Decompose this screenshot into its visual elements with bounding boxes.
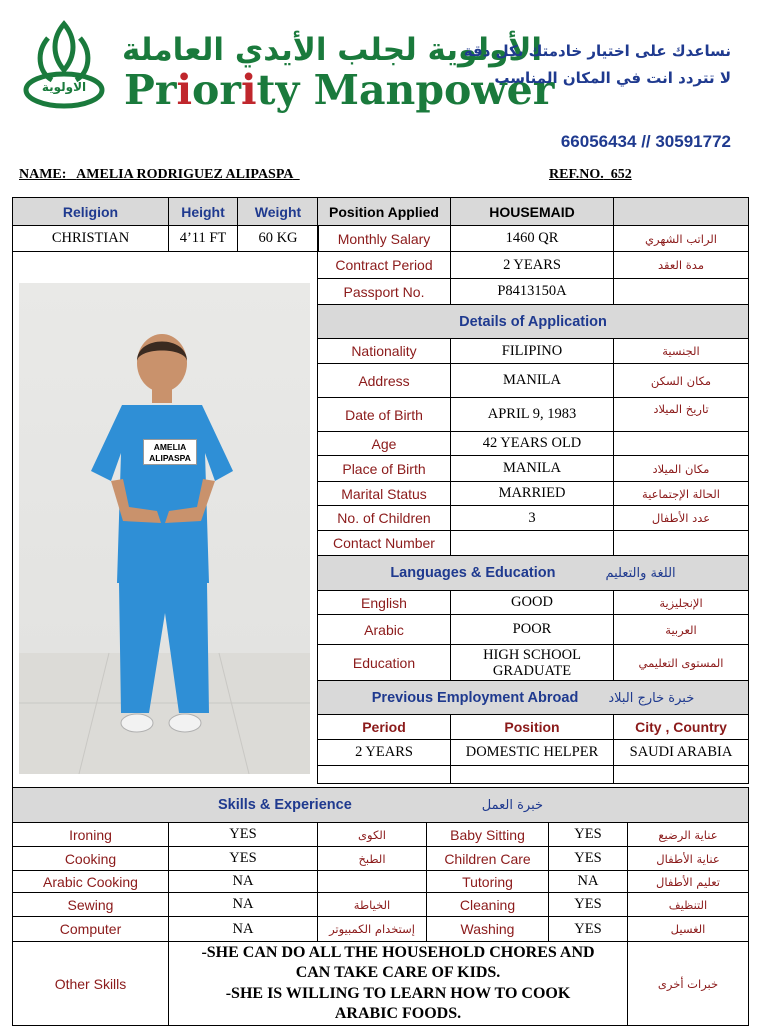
salary-label: Monthly Salary bbox=[318, 226, 451, 252]
contract-arabic: مدة العقد bbox=[614, 252, 749, 279]
name-badge: AMELIA ALIPASPA bbox=[143, 439, 197, 465]
children-value: 3 bbox=[451, 506, 614, 531]
passport-value: P8413150A bbox=[451, 279, 614, 305]
birthplace-value: MANILA bbox=[451, 456, 614, 482]
education-label: Education bbox=[318, 645, 451, 681]
basic-info-table bbox=[12, 197, 319, 252]
company-logo-emblem bbox=[22, 18, 106, 110]
salary-arabic: الراتب الشهري bbox=[614, 226, 749, 252]
logo-arabic-title: الأولوية لجلب الأيدي العاملة bbox=[122, 32, 543, 68]
contact-value bbox=[451, 531, 614, 556]
languages-section-title: Languages & Education اللغة والتعليم bbox=[318, 556, 749, 591]
weight-header: Weight bbox=[238, 198, 319, 226]
phone-numbers: 66056434 // 30591772 bbox=[560, 132, 731, 151]
position-applied-value: HOUSEMAID bbox=[451, 198, 614, 226]
english-label: English bbox=[318, 591, 451, 615]
applicant-photo bbox=[19, 283, 310, 774]
contract-value: 2 YEARS bbox=[451, 252, 614, 279]
nationality-value: FILIPINO bbox=[451, 339, 614, 364]
dob-label: Date of Birth bbox=[318, 398, 451, 432]
skill-row: Cooking YES الطبخ Children Care YES عناية الأطفال bbox=[13, 847, 749, 871]
application-table: Position Applied HOUSEMAID Monthly Salary 1460 QR الراتب الشهري Contract Period 2 YEARS مدة العقد Passport No. P8413150A Details of Application Nationality FILIPINO الجنسية Address MANILA مكان السكن Date of Birth APRIL 9, 1983 تاريخ الميلاد Age 42 YEARS OLD Place of Birth MANILA مكان الميلاد Marital Status MARRIED الحالة الإجتماعية No. of Children 3 عدد الأطفال Contact Number Languages & Education اللغة والتعليم English GOOD الإنجليزية Arabic POOR العربية Education HIGH SCHOOL GRADUATE المستوى التعليمي Previous Employment Abroad خبرة خارج البلاد Period Position City , Country 2 YEARS DOMESTIC HELPER SAUDI ARABIA bbox=[317, 197, 749, 784]
religion-header: Religion bbox=[13, 198, 169, 226]
reference-number: REF.NO. 652 bbox=[549, 167, 632, 182]
religion-value: CHRISTIAN bbox=[13, 226, 169, 252]
arabic-label: Arabic bbox=[318, 615, 451, 645]
employment-period: 2 YEARS bbox=[318, 740, 451, 766]
birthplace-label: Place of Birth bbox=[318, 456, 451, 482]
english-value: GOOD bbox=[451, 591, 614, 615]
address-label: Address bbox=[318, 364, 451, 398]
contract-label: Contract Period bbox=[318, 252, 451, 279]
passport-label: Passport No. bbox=[318, 279, 451, 305]
country-column-header: City , Country bbox=[614, 715, 749, 740]
dob-value: APRIL 9, 1983 bbox=[451, 398, 614, 432]
skills-section-title: Skills & Experience خبرة العمل bbox=[13, 788, 749, 823]
position-column-header: Position bbox=[451, 715, 614, 740]
period-column-header: Period bbox=[318, 715, 451, 740]
other-skills-text: -SHE CAN DO ALL THE HOUSEHOLD CHORES AND CAN TAKE CARE OF KIDS. -SHE IS WILLING TO LEARN HOW TO COOK ARABIC FOODS. bbox=[169, 942, 628, 1026]
logo-emblem-text: الاولوية bbox=[41, 80, 87, 94]
contact-label: Contact Number bbox=[318, 531, 451, 556]
other-skills-arabic: خبرات أخرى bbox=[628, 942, 749, 1026]
weight-value: 60 KG bbox=[238, 226, 319, 252]
nationality-label: Nationality bbox=[318, 339, 451, 364]
employment-country: SAUDI ARABIA bbox=[614, 740, 749, 766]
height-value: 4’11 FT bbox=[169, 226, 238, 252]
skills-table bbox=[12, 787, 749, 1026]
marital-value: MARRIED bbox=[451, 482, 614, 506]
tagline: نساعدك على اختيار خادمتك بكل دقة لا تتردد انت في المكان المناسب bbox=[463, 42, 731, 87]
skill-row: Computer NA إستخدام الكمبيوتر Washing YES الغسيل bbox=[13, 917, 749, 942]
age-label: Age bbox=[318, 432, 451, 456]
arabic-value: POOR bbox=[451, 615, 614, 645]
employment-section-title: Previous Employment Abroad خبرة خارج البلاد bbox=[318, 681, 749, 715]
skill-row: Sewing NA الخياطة Cleaning YES التنظيف bbox=[13, 893, 749, 917]
children-label: No. of Children bbox=[318, 506, 451, 531]
salary-value: 1460 QR bbox=[451, 226, 614, 252]
address-value: MANILA bbox=[451, 364, 614, 398]
other-skills-label: Other Skills bbox=[13, 942, 169, 1026]
employment-position: DOMESTIC HELPER bbox=[451, 740, 614, 766]
marital-label: Marital Status bbox=[318, 482, 451, 506]
skill-row: Arabic Cooking NA Tutoring NA تعليم الأطفال bbox=[13, 871, 749, 893]
applicant-name: NAME: AMELIA RODRIGUEZ ALIPASPA bbox=[19, 167, 293, 182]
height-header: Height bbox=[169, 198, 238, 226]
skill-row: Ironing YES الكوى Baby Sitting YES عناية الرضيع bbox=[13, 823, 749, 847]
age-value: 42 YEARS OLD bbox=[451, 432, 614, 456]
details-section-title: Details of Application bbox=[318, 305, 749, 339]
education-value: HIGH SCHOOL GRADUATE bbox=[451, 645, 614, 681]
logo-english-title: Priority Manpower bbox=[124, 66, 555, 114]
position-applied-label: Position Applied bbox=[318, 198, 451, 226]
